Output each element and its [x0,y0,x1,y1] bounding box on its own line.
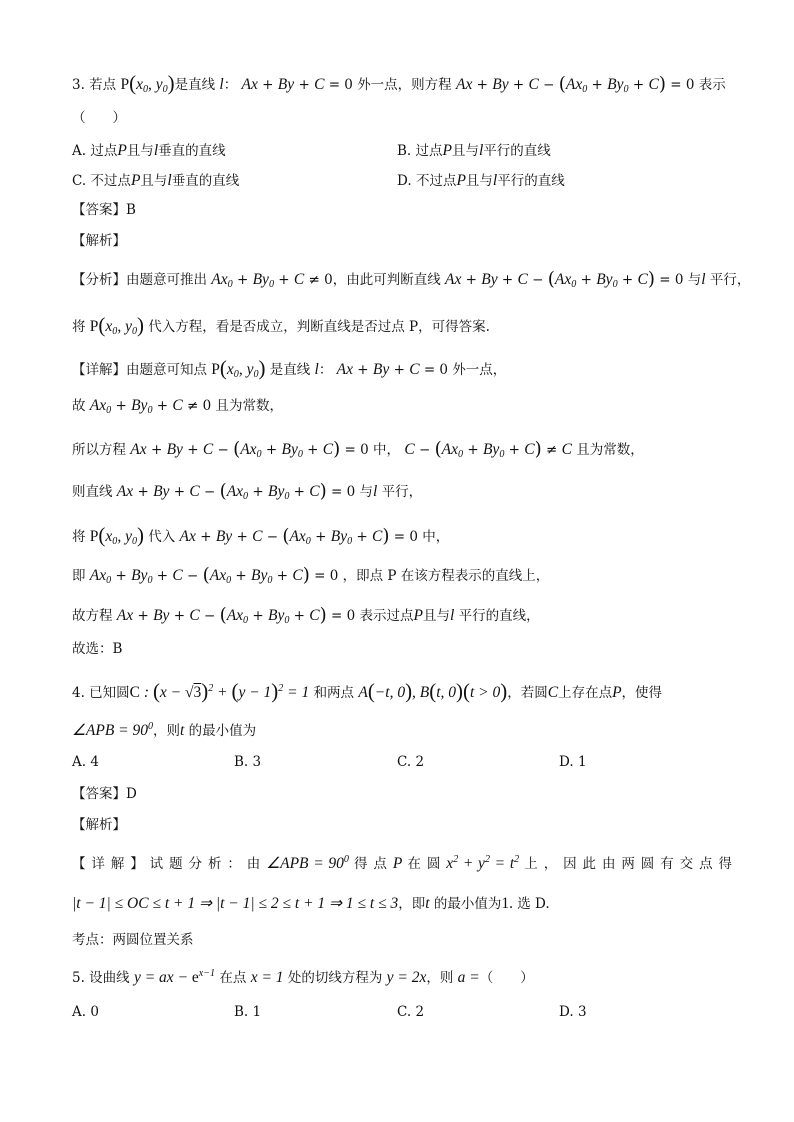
q3-option-c: C. 不过点P且与l垂直的直线 [72,172,240,189]
q3-detail-6: 即 $Ax_0 + By_0 + C - (Ax_0 + By_0 + C) = 0$ ，即点 P 在该方程表示的直线上， [72,565,550,587]
q3-stem: 3. 若点 $P(x_0$, $y_0$)是直线 l： Ax + By + C = 0 外一点，则方程 $Ax + By + C - (Ax_0 + By_0 + C) = 0$ 表示 [72,71,726,96]
q3-blank: （ ） [72,110,126,126]
q3-option-a: A. 过点P且与l垂直的直线 [72,142,226,159]
q5-option-c: C. 2 [397,1004,425,1020]
q5-option-d: D. 3 [559,1004,587,1020]
q3-fenxi-2: 将 $P(x_0$, $y_0$) 代入方程，看是否成立，判断直线是否过点 P，可得答案. [72,313,490,338]
q3-detail-4: 则直线 $Ax + By + C - (Ax_0 + By_0 + C) = 0$ 与l 平行， [72,481,423,503]
q4-detail-1: 【 详 解 】 试 题 分 析 ： 由 ∠APB = $90^0$ 得 点 P 在 圆 $x^2 + y^2 = t^2$ 上 ， 因 此 由 两 圆 有 交 点 得 [72,854,732,873]
q3-analysis-label: 【解析】 [72,233,126,249]
q4-answer: 【答案】D [72,786,137,802]
q4-analysis-label: 【解析】 [72,817,126,833]
q4-option-b: B. 3 [234,754,262,770]
q3-option-b: B. 过点P且与l平行的直线 [397,142,551,159]
q4-option-c: C. 2 [397,754,425,770]
q3-answer: 【答案】B [72,202,136,218]
q3-detail-7: 故方程 $Ax + By + C - (Ax_0 + By_0 + C) = 0$ 表示过点P且与l 平行的直线， [72,605,540,627]
formula: $P(x_0$, $y_0$) [120,71,175,96]
q4-stem-2: ∠APB = $90^0$，则t 的最小值为 [72,721,257,740]
q3-choose: 故选：B [72,641,123,657]
q4-detail-2: |t − 1| ≤ OC ≤ t + 1 ⇒ |t − 1| ≤ 2 ≤ t + 1 ⇒ 1 ≤ t ≤ 3，即t 的最小值为1. 选 D. [72,895,550,912]
q4-kaodian: 考点：两圆位置关系 [72,932,194,948]
q3-detail-3: 所以方程 $Ax + By + C - (Ax_0 + By_0 + C) = 0$ 中， $C - (Ax_0 + By_0 + C) \ne C$ 且为常数， [72,439,644,461]
q3-option-d: D. 不过点P且与l平行的直线 [397,172,565,189]
q4-option-d: D. 1 [559,754,587,770]
q5-option-a: A. 0 [72,1004,99,1020]
q3-fenxi-1: 【分析】由题意可推出 $Ax_0 + By_0 + C \ne 0$，由此可判断直线 $Ax + By + C - (Ax_0 + By_0 + C) = 0$ 与l 平行， [72,269,751,291]
q3-detail-5: 将 $P(x_0$, $y_0$) 代入 $Ax + By + C - (Ax_0 + By_0 + C) = 0$ 中， [72,523,450,548]
q5-stem: 5. 设曲线 y = ax − $e^{x-1}$ 在点 x = 1 处的切线方程为 y = 2x，则 a =（ ） [72,968,534,987]
q4-stem: 4. 已知圆C : $(x - √3)^2 + (y - 1)^2 = 1$ 和两点 A(−t, 0), B(t, 0)(t > 0)，若圆C上存在点P，使得 [72,679,663,703]
q5-option-b: B. 1 [234,1004,262,1020]
q3-detail-2: 故 $Ax_0 + By_0 + C \ne 0$ 且为常数， [72,397,284,417]
q4-option-a: A. 4 [72,754,99,770]
q3-detail-1: 【详解】由题意可知点 $P(x_0$, $y_0$) 是直线 l： Ax + By + C = 0 外一点， [72,356,507,381]
